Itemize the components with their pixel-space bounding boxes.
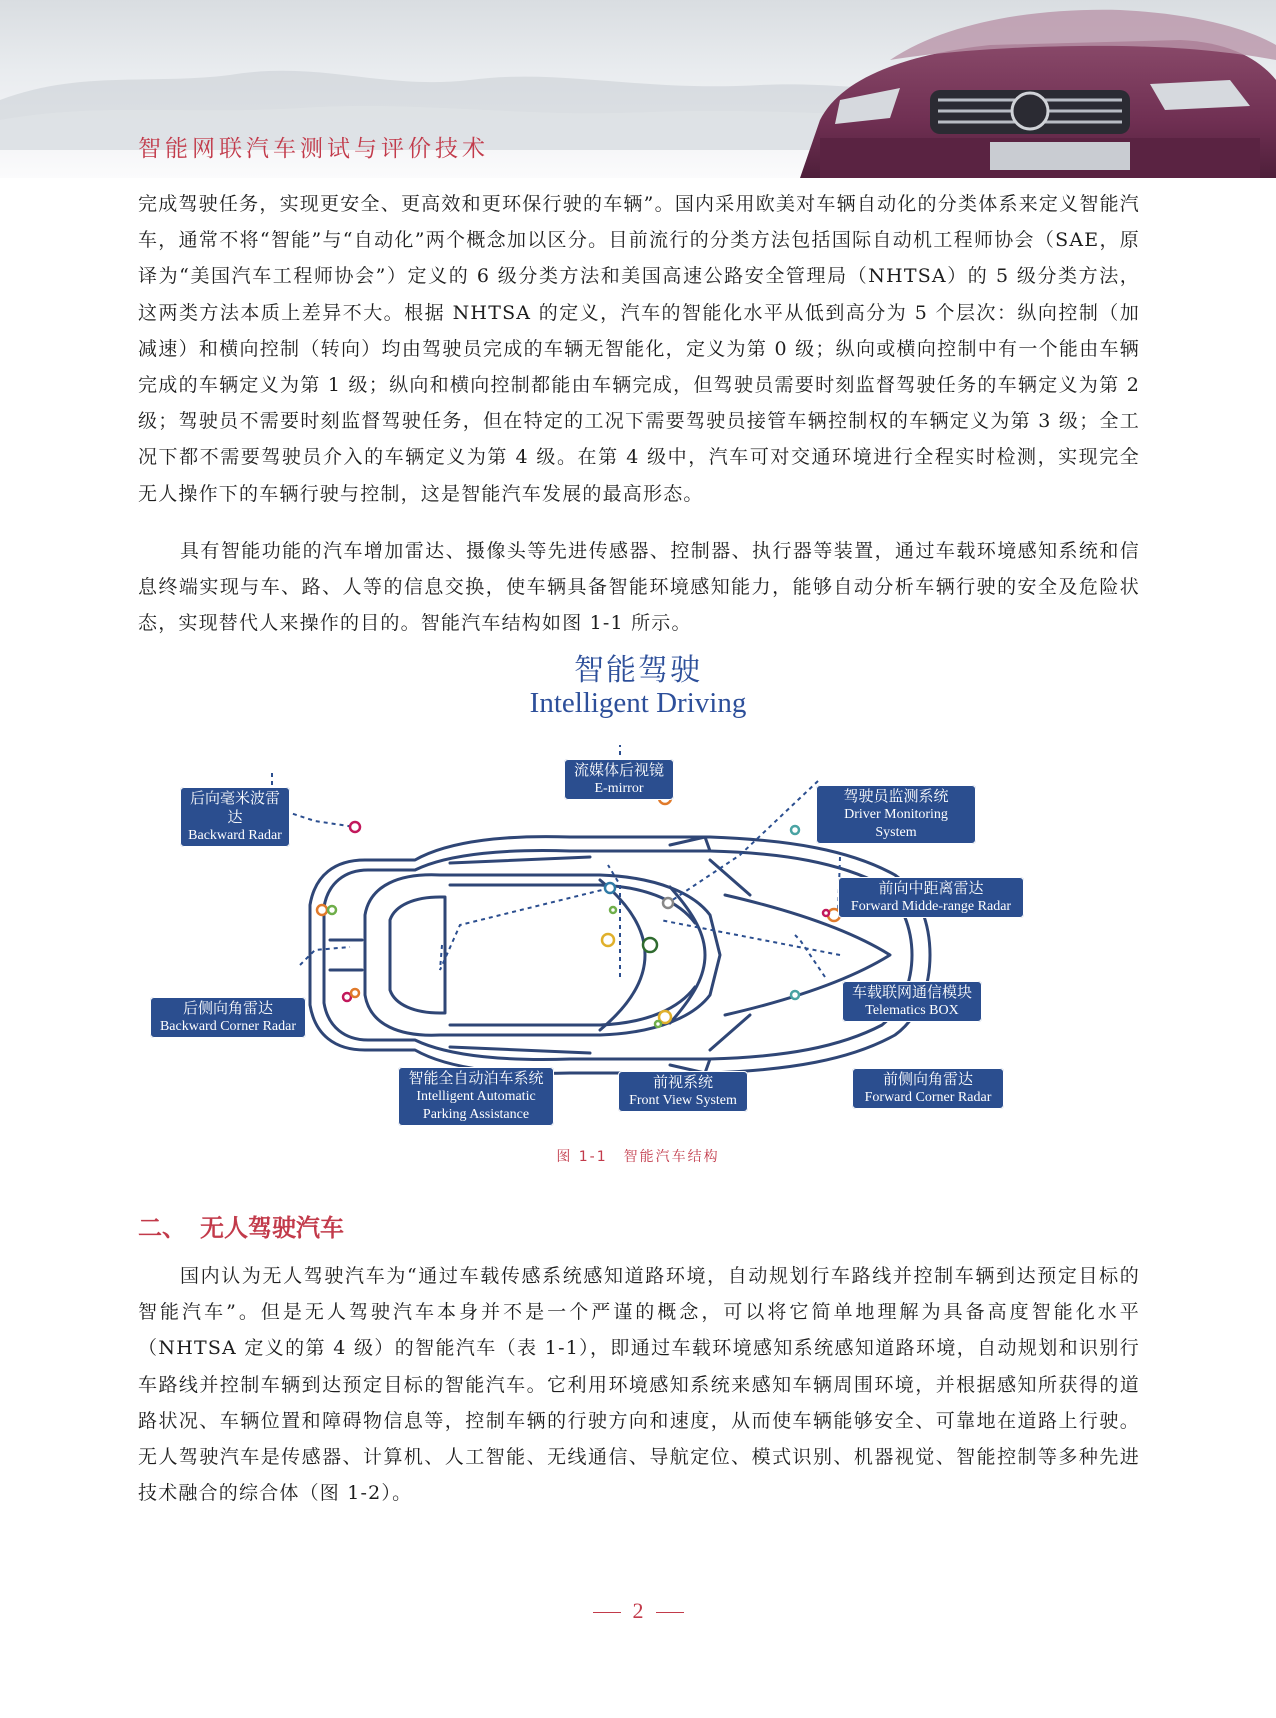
page-number-dash-left [593, 1612, 621, 1613]
figure-title-cn: 智能驾驶 [574, 653, 702, 688]
label-telematics-box: 车载联网通信模块 Telematics BOX [842, 981, 982, 1022]
label-backward-radar: 后向毫米波雷达 Backward Radar [180, 787, 290, 847]
label-e-mirror: 流媒体后视镜 E-mirror [564, 759, 674, 800]
label-forward-middle-range-radar: 前向中距离雷达 Forward Midde-range Radar [838, 877, 1024, 918]
intelligent-car-diagram [150, 745, 1120, 1135]
page-number [0, 1598, 1276, 1624]
body-paragraph-2: 具有智能功能的汽车增加雷达、摄像头等先进传感器、控制器、执行器等装置，通过车载环境感知系统和信息终端实现与车、路、人等的信息交换，使车辆具备智能环境感知能力，能够自动分析车辆行驶的安全及危险状态，实现替代人来操作的目的。智能汽车结构如图 1-1 所示。 [138, 540, 1140, 635]
label-parking-assistance: 智能全自动泊车系统 Intelligent Automatic Parking Assistance [398, 1067, 554, 1126]
body-paragraph-1: 完成驾驶任务，实现更安全、更高效和更环保行驶的车辆”。国内采用欧美对车辆自动化的分类体系来定义智能汽车，通常不将“智能”与“自动化”两个概念加以区分。目前流行的分类方法包括国际自动机工程师协会（SAE，原译为“美国汽车工程师协会”）定义的 6 级分类方法和美国高速公路安全管理局（NHTSA）的 5 级分类方法，这两类方法本质上差异不大。根据 NHTSA 的定义，汽车的智能化水平从低到高分为 5 个层次：纵向控制（加减速）和横向控制（转向）均由驾驶员完成的车辆无智能化，定义为第 0 级；纵向或横向控制中有一个能由车辆完成的车辆定义为第 1 级；纵向和横向控制都能由车辆完成，但驾驶员需要时刻监督驾驶任务的车辆定义为第 2 级；驾驶员不需要时刻监督驾驶任务，但在特定的工况下需要驾驶员接管车辆控制权的车辆定义为第 3 级；全工况下都不需要驾驶员介入的车辆定义为第 4 级。在第 4 级中，汽车可对交通环境进行全程实时检测，实现完全无人操作下的车辆行驶与控制，这是智能汽车发展的最高形态。 [138, 193, 1140, 505]
header-title: 智能网联汽车测试与评价技术 [138, 136, 489, 162]
section-heading [138, 1208, 344, 1243]
section-paragraph: 国内认为无人驾驶汽车为“通过车载传感系统感知道路环境，自动规划行车路线并控制车辆到达预定目标的智能汽车”。但是无人驾驶汽车本身并不是一个严谨的概念，可以将它简单地理解为具备高度智能化水平（NHTSA 定义的第 4 级）的智能汽车（表 1-1），即通过车载环境感知系统感知道路环境，自动规划和识别行车路线并控制车辆到达预定目标的智能汽车。它利用环境感知系统来感知车辆周围环境，并根据感知所获得的道路状况、车辆位置和障碍物信息等，控制车辆的行驶方向和速度，从而使车辆能够安全、可靠地在道路上行驶。无人驾驶汽车是传感器、计算机、人工智能、无线通信、导航定位、模式识别、机器视觉、智能控制等多种先进技术融合的综合体（图 1-2）。 [138, 1265, 1140, 1505]
label-forward-corner-radar: 前侧向角雷达 Forward Corner Radar [852, 1068, 1004, 1109]
section-title: 无人驾驶汽车 [200, 1214, 344, 1242]
car-photo [780, 0, 1276, 178]
label-driver-monitoring-system: 驾驶员监测系统 Driver Monitoring System [816, 785, 976, 844]
page-number-dash-right [656, 1612, 684, 1613]
figure-title-en: Intelligent Driving [529, 687, 747, 719]
page-number-value: 2 [632, 1598, 644, 1623]
label-backward-corner-radar: 后侧向角雷达 Backward Corner Radar [150, 997, 306, 1038]
figure-caption: 图 1-1 智能汽车结构 [556, 1149, 720, 1165]
section-number: 二、 [138, 1214, 186, 1242]
label-front-view-system: 前视系统 Front View System [618, 1071, 748, 1112]
page-header [0, 0, 1276, 178]
